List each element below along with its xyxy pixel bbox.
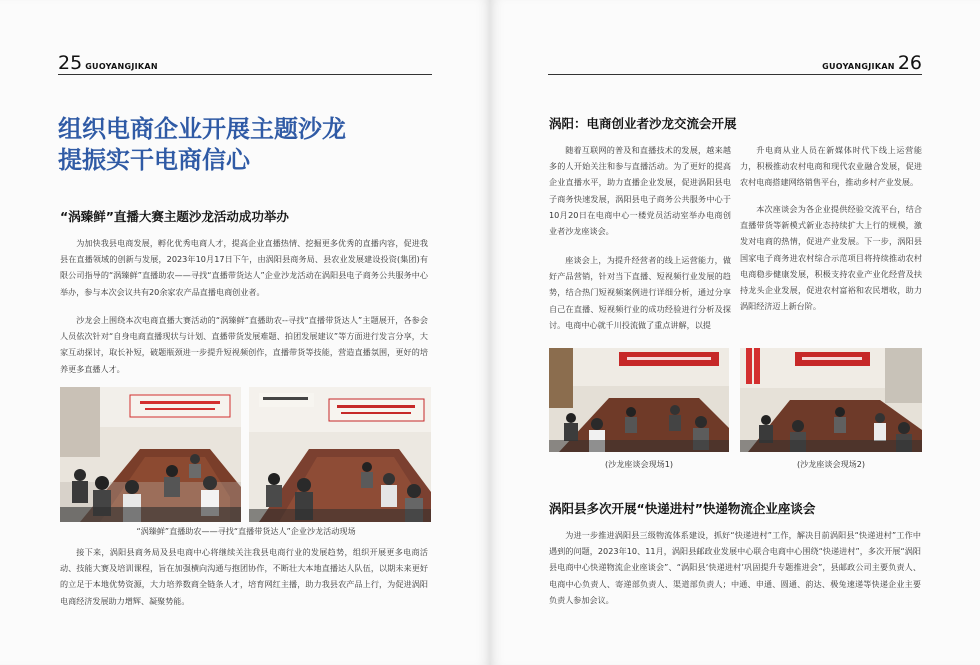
right-page — [490, 0, 980, 665]
right-col2-paragraph-1: 升电商从业人员在新媒体时代下线上运营能力，积极推动农村电商和现代农业融合发展，促进农村电商搭建网络销售平台，推动乡村产业发展。 — [740, 145, 922, 188]
left-subtitle: “涡臻鲜”直播大赛主题沙龙活动成功举办 — [60, 209, 289, 224]
left-photo-caption: “涡臻鲜”直播助农——寻找“直播带货达人”企业沙龙活动现场 — [136, 526, 356, 536]
salon-meeting-photo-2 — [740, 348, 922, 452]
page-number: 26 — [897, 52, 922, 74]
magazine-name: GUOYANGJIKAN — [822, 62, 895, 71]
left-paragraph-1: 为加快我县电商发展，孵化优秀电商人才，提高企业直播热情、挖掘更多优秀的直播内容，促进我县在直播领域的创新与发展，2023年10月17日下午，由涡阳县商务局、县农业发展建设投资(集团)有限公司指导的“涡臻鲜”直播助农——寻找“直播带货达人”企业沙龙活动在涡阳县电子商务公共服务中心举办，参与本次会议共有20余家农产品直播电商创业者。 — [60, 238, 428, 297]
main-title — [58, 114, 438, 176]
right-subtitle-2: 涡阳县多次开展“快递进村”快递物流企业座谈会 — [549, 501, 816, 516]
photo-caption-2: (沙龙座谈会现场2) — [796, 459, 866, 469]
right-bottom-paragraph: 为进一步推进涡阳县三级物流体系建设，抓好“快递进村”工作，解决目前涡阳县“快递进村”工作中遇到的问题，2023年10、11月，涡阳县邮政业发展中心联合电商中心围绕“快递进村”，多次开展“涡阳县电商中心快递物流企业座谈会”、“涡阳县‘快递进村’巩固提升专题推进会”，县邮政公司主要负责人、电商中心负责人、寄递部负责人、渠道部负责人；中通、申通、圆通、韵达、极兔速递等快递企业主要负责人参加会议。 — [549, 530, 921, 605]
right-page-header — [548, 52, 922, 75]
main-title-line2: 提振实干电商信心 — [58, 146, 250, 174]
photo-caption-1: (沙龙座谈会现场1) — [604, 459, 674, 469]
left-paragraph-3: 接下来，涡阳县商务局及县电商中心将继续关注我县电商行业的发展趋势，组织开展更多电商活动、技能大赛及培训课程，旨在加强横向沟通与抱团协作，不断壮大本地直播达人队伍，以期未来更好的立足于本地优势资源，大力培养数商全链条人才，培育网红主播，助力我县农产品上行，为促进涡阳电商经济发展助力增辉、凝聚势能。 — [60, 547, 428, 606]
main-title-line1: 组织电商企业开展主题沙龙 — [58, 115, 346, 143]
left-paragraph-2: 沙龙会上围绕本次电商直播大赛活动的“涡臻鲜”直播助农--寻找“直播带货达人”主题展开，各参会人员依次针对“自身电商直播现状与计划、直播带货发展难题、拍团发展建议”等方面进行发言分享，大家互动探讨，取长补短，破题瓶颈进一步提升短视频创作，直播带货等技能，营造直播氛围，更好的培养更多直播人才。 — [60, 315, 428, 374]
salon-meeting-photo-1 — [549, 348, 729, 452]
right-subtitle-1: 涡阳：电商创业者沙龙交流会开展 — [549, 116, 737, 131]
right-col1-paragraph-1: 随着互联网的普及和直播技术的发展，越来越多的人开始关注和参与直播活动。为了更好的提高企业直播水平，助力直播企业发展，促进涡阳县电子商务快速发展，涡阳县电子商务公共服务中心于10月20日在电商中心一楼党员活动室举办电商创业者沙龙座谈会。 — [549, 145, 731, 237]
magazine-name: GUOYANGJIKAN — [85, 62, 158, 71]
right-col1-paragraph-2: 座谈会上，为提升经营者的线上运营能力，做好产品营销，针对当下直播、短视频行业发展的趋势，结合热门短视频案例进行详细分析，通过分享自己在直播、短视频行业的成功经验进行分析及探讨。电商中心就千川投流做了重点讲解，以提 — [549, 255, 731, 330]
left-page-header — [58, 52, 432, 75]
salon-photo-right — [249, 387, 431, 522]
page-number: 25 — [58, 52, 83, 74]
right-col2-paragraph-2: 本次座谈会为各企业提供经验交流平台，结合直播带货等新模式新业态持续扩大上行的规模，激发对电商的热情，促进产业发展。下一步，涡阳县国家电子商务进农村综合示范项目将持续推动农村电商稳步健康发展，积极支持农业产业化经营及扶持龙头企业发展，促进农村富裕和农民增收，助力涡阳经济迈上新台阶。 — [740, 204, 922, 312]
salon-photo-left — [60, 387, 241, 522]
